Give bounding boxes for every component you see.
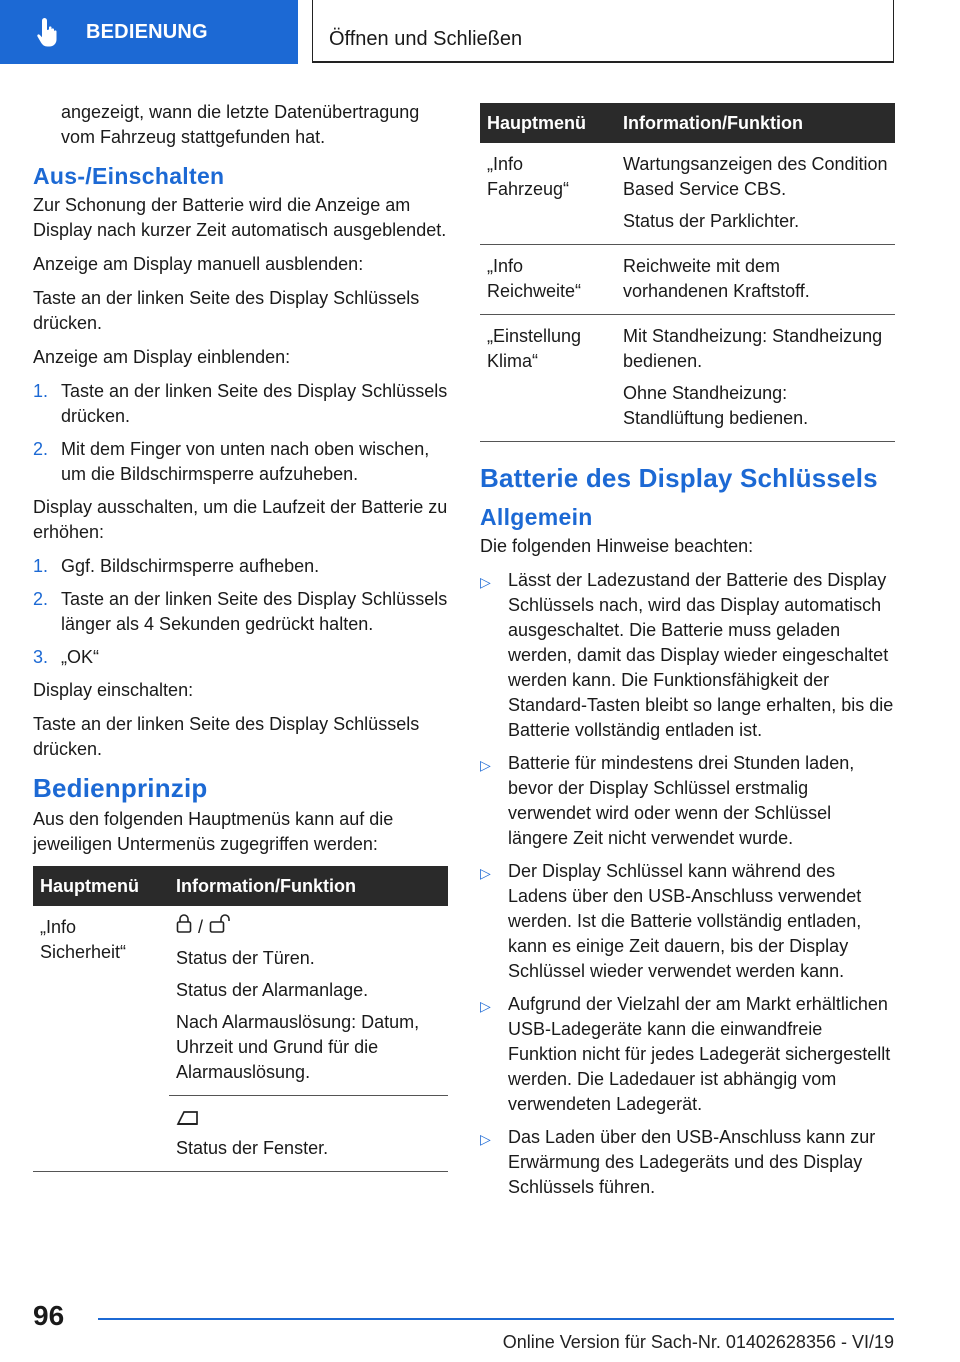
left-column [33, 100, 448, 1172]
list-number: 1. [33, 381, 49, 401]
list-text: „OK“ [61, 647, 99, 667]
table-row [480, 245, 895, 315]
table-header-info: Information/Funktion [616, 103, 895, 143]
triangle-bullet-icon: ▷ [480, 865, 491, 881]
menu-cell: „Info Sicherheit“ [40, 917, 127, 962]
triangle-bullet-icon: ▷ [480, 574, 491, 590]
triangle-bullet-icon: ▷ [480, 757, 491, 773]
list-text: Der Display Schlüssel kann während des Ladens über den USB-Anschluss verwendet werden. Ist die Batterie vollständig entladen, kann es einige Zeit dauern, bis der Display Schlüssel wieder verwendet werden kann. [508, 861, 862, 981]
table-header-menu: Hauptmenü [480, 103, 616, 143]
list-item [33, 379, 448, 429]
list-text: Ggf. Bildschirmsperre aufheben. [61, 556, 320, 576]
info-cell [616, 143, 895, 245]
chapter-title: Öffnen und Schließen [329, 28, 523, 50]
info-line: Ohne Standheizung: Standlüftung bedienen. [623, 383, 809, 428]
menu-cell: „Info Reichweite“ [480, 245, 616, 315]
list-item [480, 1125, 895, 1200]
paragraph: Taste an der linken Seite des Display Schlüssels drücken. [33, 714, 420, 759]
info-line: Status der Türen. [176, 948, 315, 968]
info-line: Wartungsanzeigen des Condition Based Service CBS. [623, 154, 888, 199]
info-cell [616, 245, 895, 315]
list-item [480, 751, 895, 851]
list-item [33, 587, 448, 637]
list-text: Mit dem Finger von unten nach oben wischen, um die Bildschirmsperre aufzuheben. [61, 439, 430, 484]
paragraph: Aus den folgenden Hauptmenüs kann auf die jeweiligen Untermenüs zugegriffen werden: [33, 809, 394, 854]
list-number: 2. [33, 589, 49, 609]
hand-pointer-icon [36, 12, 76, 52]
paragraph: Display einschalten: [33, 680, 194, 700]
table-header-info: Information/Funktion [169, 866, 448, 906]
info-line: Status der Alarmanlage. [176, 980, 369, 1000]
paragraph: Anzeige am Display einblenden: [33, 347, 291, 367]
heading-bedienprinzip: Bedienprinzip [33, 773, 208, 803]
window-icon [176, 1105, 441, 1130]
chapter-title-box [312, 0, 894, 63]
list-item [33, 645, 448, 670]
menu-cell-empty [33, 1096, 169, 1172]
paragraph: Die folgenden Hinweise beachten: [480, 536, 754, 556]
right-column [480, 103, 895, 1208]
info-line: Mit Standheizung: Standheizung bedienen. [623, 326, 883, 371]
section-label: BEDIENUNG [86, 20, 208, 43]
list-text: Aufgrund der Vielzahl der am Markt erhältlichen USB-Ladegeräte kann die einwandfreie Funktion nicht für jedes Ladegerät sichergestellt werden. Die Ladedauer ist abhängig vom verwendeten Ladegerät. [508, 994, 891, 1114]
list-item [33, 437, 448, 487]
list-number: 3. [33, 647, 49, 667]
list-text: Das Laden über den USB-Anschluss kann zur Erwärmung des Ladegeräts und des Display Schlüssels führen. [508, 1127, 876, 1197]
list-text: Taste an der linken Seite des Display Schlüssels länger als 4 Sekunden gedrückt halten. [61, 589, 448, 634]
paragraph: Zur Schonung der Batterie wird die Anzeige am Display nach kurzer Zeit automatisch ausgeblendet. [33, 195, 447, 240]
triangle-bullet-icon: ▷ [480, 1131, 491, 1147]
list-text: Batterie für mindestens drei Stunden laden, bevor der Display Schlüssel erstmalig verwendet wird oder wenn der Schlüssel längere Zeit nicht verwendet wurde. [508, 753, 855, 848]
table-row [33, 906, 448, 1096]
heading-aus-einschalten: Aus-/Einschalten [33, 163, 225, 189]
section-tab[interactable] [0, 0, 298, 64]
info-line: Nach Alarmauslösung: Datum, Uhrzeit und Grund für die Alarmauslösung. [176, 1012, 420, 1082]
slash-separator: / [198, 917, 204, 937]
info-cell [169, 906, 448, 1096]
paragraph: Anzeige am Display manuell ausblenden: [33, 254, 364, 274]
table-header-menu: Hauptmenü [33, 866, 169, 906]
list-text: Lässt der Ladezustand der Batterie des Display Schlüssels nach, wird das Display automatisch ausgeschaltet. Die Batterie muss geladen werden, damit das Display wieder eingeschaltet werden kann. Die Funktionsfähigkeit der Standard-Tasten bleibt so lange erhalten, bis die Batterie vollständig entladen ist. [508, 570, 894, 740]
lock-closed-icon [176, 914, 192, 941]
table-row [33, 1096, 448, 1172]
lock-open-icon [209, 914, 233, 941]
page-number: 96 [33, 1300, 65, 1331]
heading-allgemein: Allgemein [480, 504, 593, 530]
intro-paragraph: angezeigt, wann die letzte Datenübertragung vom Fahrzeug stattgefunden hat. [61, 102, 420, 147]
lock-icons [176, 915, 441, 940]
triangle-bullet-icon: ▷ [480, 998, 491, 1014]
heading-batterie: Batterie des Display Schlüssels [480, 463, 878, 493]
list-number: 1. [33, 556, 49, 576]
list-item [33, 554, 448, 579]
paragraph: Taste an der linken Seite des Display Schlüssels drücken. [33, 288, 420, 333]
menu-table-continued [480, 103, 895, 442]
list-item [480, 859, 895, 984]
info-cell [169, 1096, 448, 1172]
menu-cell: „Einstellung Klima“ [480, 315, 616, 442]
info-line: Status der Fenster. [176, 1138, 329, 1158]
info-line: Status der Parklichter. [623, 211, 800, 231]
list-item [480, 568, 895, 743]
info-line: Reichweite mit dem vorhandenen Kraftstoff. [623, 256, 810, 301]
list-text: Taste an der linken Seite des Display Schlüssels drücken. [61, 381, 448, 426]
footer-text: Online Version für Sach-Nr. 01402628356 - VI/19 [502, 1332, 894, 1352]
menu-cell: „Info Fahrzeug“ [480, 143, 616, 245]
table-row [480, 143, 895, 245]
table-row [480, 315, 895, 442]
footer-rule [98, 1318, 894, 1352]
list-item [480, 992, 895, 1117]
list-number: 2. [33, 439, 49, 459]
menu-table [33, 866, 448, 1172]
info-cell [616, 315, 895, 442]
paragraph: Display ausschalten, um die Laufzeit der Batterie zu erhöhen: [33, 497, 448, 542]
